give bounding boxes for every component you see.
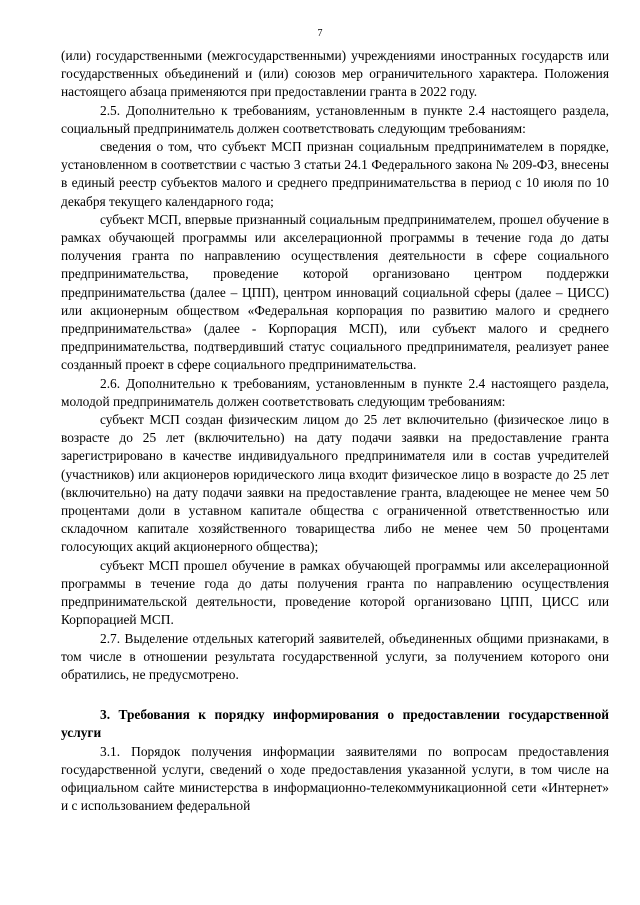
paragraph-young-training: субъект МСП прошел обучение в рамках обучающей программы или акселерационной программы в течение года до даты получения гранта по направлению осуществления предпринимательской деятельности, проведение которой организовано ЦПП, ЦИСС или Корпорацией МСП. <box>61 557 609 628</box>
paragraph-continuation: (или) государственными (межгосударственными) учреждениями иностранных государств или государственных объединений и (или) союзов мер ограничительного характера. Положения настоящего абзаца применяются при предоставлении гранта в 2022 году. <box>61 48 609 100</box>
page-number: 7 <box>317 28 323 39</box>
paragraph-3-1: 3.1. Порядок получения информации заявителями по вопросам предоставления государственной услуги, сведений о ходе предоставления указанной услуги, в том числе на официальном сайте министерства в информационно-телекоммуникационной сети «Интернет» и с использованием федеральной <box>61 743 609 814</box>
section-heading: 3. Требования к порядку информирования о предоставлении государственной услуги <box>61 707 609 741</box>
document-body <box>61 47 609 815</box>
section-spacer <box>61 684 609 706</box>
paragraph-2-5: 2.5. Дополнительно к требованиям, установленным в пункте 2.4 настоящего раздела, социальный предприниматель должен соответствовать следующим требованиям: <box>61 102 609 136</box>
paragraph-social-registry: сведения о том, что субъект МСП признан социальным предпринимателем в порядке, установленном в соответствии с частью 3 статьи 24.1 Федерального закона № 209-ФЗ, внесены в единый реестр субъектов малого и среднего предпринимательства в период с 10 июля по 10 декабря текущего календарного года; <box>61 139 609 209</box>
paragraph-young-founder: субъект МСП создан физическим лицом до 25 лет включительно (физическое лицо в возрасте до 25 лет (включительно) на дату подачи заявки на предоставление гранта зарегистрировано в качестве индивидуального предпринимателя или в состав учредителей (участников) или акционеров юридического лица входит физическое лицо в возрасте до 25 лет (включительно) на дату подачи заявки на предоставление гранта, владеющее не менее чем 50 процентами доли в уставном капитале общества с ограниченной ответственностью или складочном капитале хозяйственного товарищества либо не менее чем 50 процентами голосующих акций акционерного общества); <box>61 412 609 555</box>
paragraph-2-7: 2.7. Выделение отдельных категорий заявителей, объединенных общими признаками, в том числе в отношении результата государственной услуги, за получением которого они обратились, не предусмотрено. <box>61 630 609 682</box>
paragraph-2-6: 2.6. Дополнительно к требованиям, установленным в пункте 2.4 настоящего раздела, молодой предприниматель должен соответствовать следующим требованиям: <box>61 375 609 409</box>
paragraph-social-training: субъект МСП, впервые признанный социальным предпринимателем, прошел обучение в рамках обучающей программы или акселерационной программы в течение года до даты получения гранта по направлению осуществления деятельности в сфере социального предпринимательства, проведение которой организовано центром поддержки предпринимательства (далее – ЦПП), центром инноваций социальной сферы (далее – ЦИСС) или акционерным обществом «Федеральная корпорация по развитию малого и среднего предпринимательства» (далее - Корпорация МСП), или субъект малого и среднего предпринимательства, подтвердивший статус социального предпринимателя, реализует ранее созданный проект в сфере социального предпринимательства. <box>61 211 609 373</box>
